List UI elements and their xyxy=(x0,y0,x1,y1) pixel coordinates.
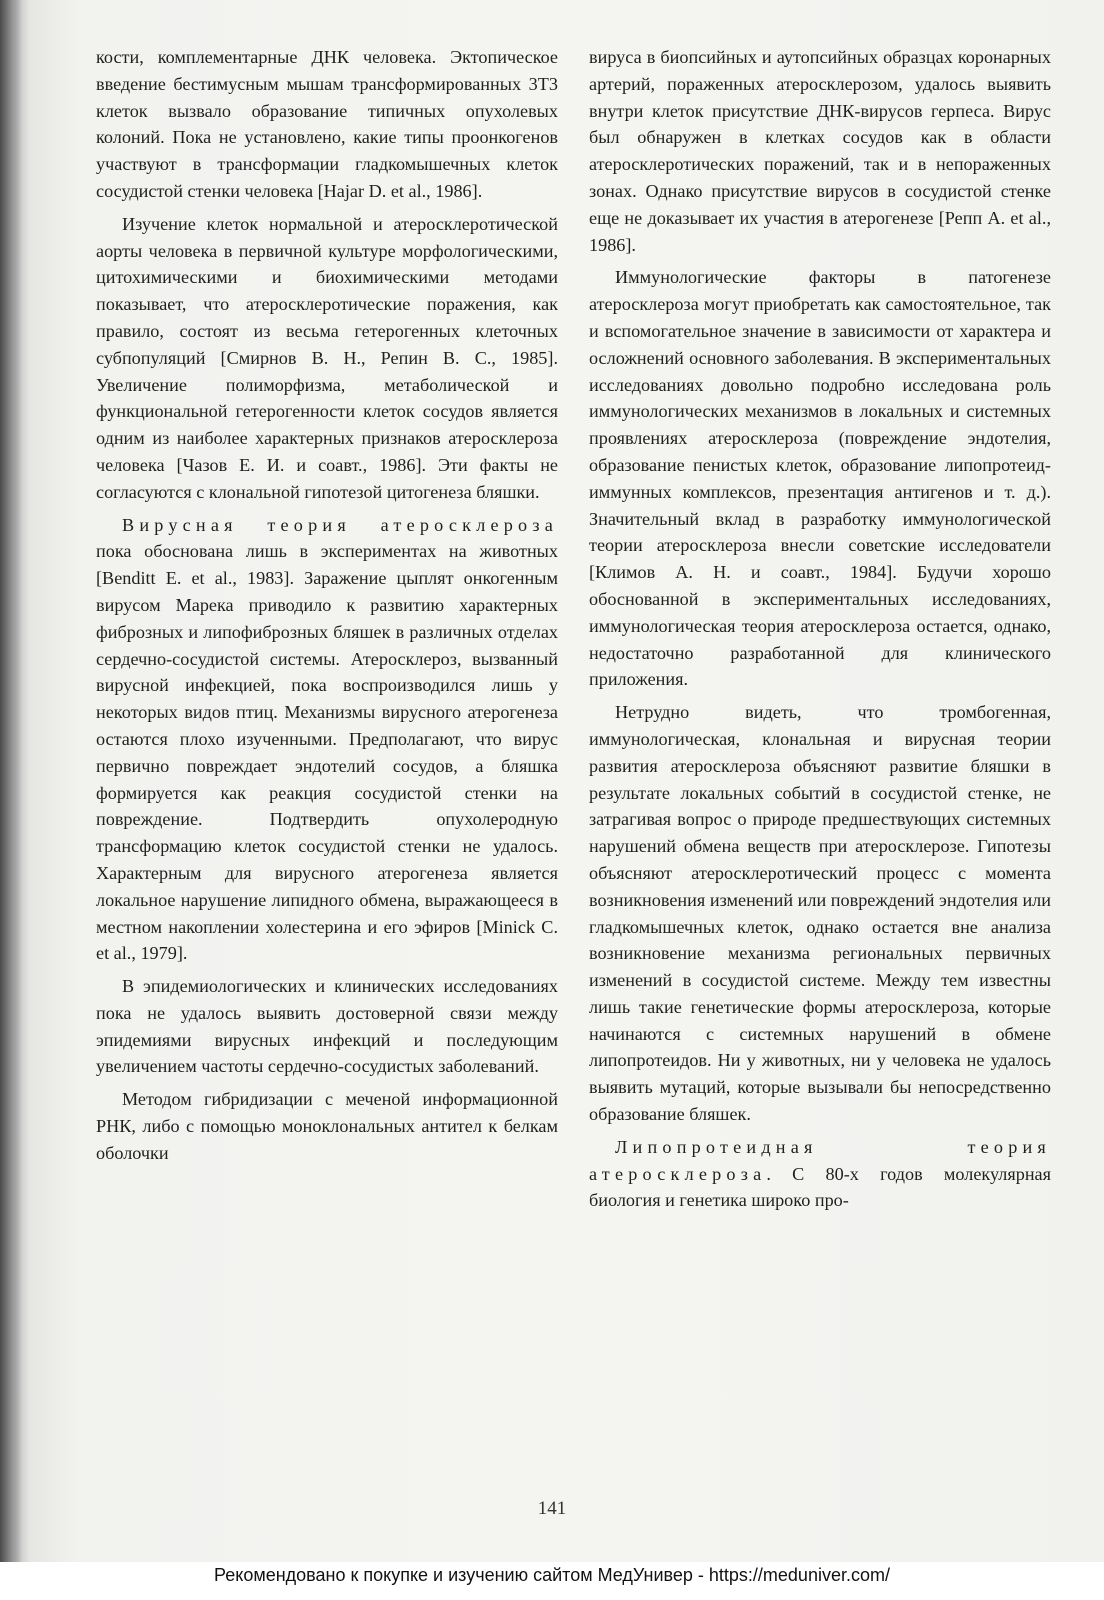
left-para-1: кости, комплементарные ДНК человека. Эктопическое введение бестимусным мышам трансформированных 3Т3 клеток вызвало образование типичных опухолевых колоний. Пока не установлено, какие типы проонкогенов участвуют в трансформации гладкомышечных клеток сосудистой стенки человека [Hajar D. et al., 1986]. xyxy=(96,47,558,201)
right-para-3: Нетрудно видеть, что тромбогенная, иммунологическая, клональная и вирусная теории развития атеросклероза объясняют развитие бляшки в результате локальных событий в сосудистой стенке, не затрагивая вопрос о природе предшествующих системных нарушений обмена веществ при атеросклерозе. Гипотезы объясняют атеросклеротический процесс с момента возникновения изменений или повреждений эндотелия или гладкомышечных клеток, однако остается вне анализа возникновение механизма региональных первичных изменений в сосудистой системе. Между тем известны лишь такие генетические формы атеросклероза, которые начинаются с системных нарушений в обмене липопротеидов. Ни у животных, ни у человека не удалось выявить мутаций, которые вызывали бы непосредственно образование бляшек. xyxy=(589,702,1051,1125)
left-para-3 xyxy=(96,512,558,968)
right-para-4 xyxy=(589,1134,1051,1214)
right-column xyxy=(589,44,1051,1214)
right-para-2: Иммунологические факторы в патогенезе атеросклероза могут приобретать как самостоятельное, так и вспомогательное значение в зависимости от характера и осложнений основного заболевания. В экспериментальных исследованиях довольно подробно исследована роль иммунологических механизмов в локальных и системных проявлениях атеросклероза (повреждение эндотелия, образование пенистых клеток, образование липопротеид-иммунных комплексов, презентация антигенов и т. д.). Значительный вклад в разработку иммунологической теории атеросклероза внесли советские исследователи [Климов А. Н. и соавт., 1984]. Будучи хорошо обоснованной в экспериментальных исследованиях, иммунологическая теория атеросклероза остается, однако, недостаточно разработанной для клинического приложения. xyxy=(589,267,1051,690)
left-para-2: Изучение клеток нормальной и атеросклеротической аорты человека в первичной культуре морфологическими, цитохимическими и биохимическими методами показывает, что атеросклеротические поражения, как правило, состоят из весьма гетерогенных клеточных субпопуляций [Смирнов В. Н., Репин В. С., 1985]. Увеличение полиморфизма, метаболической и функциональной гетерогенности клеток сосудов является одним из наиболее характерных признаков атеросклероза человека [Чазов Е. И. и соавт., 1986]. Эти факты не согласуются с клональной гипотезой цитогенеза бляшки. xyxy=(96,213,558,502)
section-lead-viral-theory: Вирусная теория атеросклероза xyxy=(122,514,558,535)
left-para-3-body: пока обоснована лишь в экспериментах на животных [Benditt E. et al., 1983]. Заражение цыплят онкогенным вирусом Марека приводило к развитию характерных фиброзных и липофиброзных бляшек в различных отделах сердечно-сосудистой системы. Атеросклероз, вызванный вирусной инфекцией, пока воспроизводился лишь у некоторых видов птиц. Механизмы вирусного атерогенеза остаются плохо изученными. Предполагают, что вирус первично повреждает эндотелий сосудов, а бляшка формируется как реакция сосудистой стенки на повреждение. Подтвердить опухолеродную трансформацию клеток сосудистой стенки не удалось. Характерным для вирусного атерогенеза является локальное нарушение липидного обмена, выражающееся в местном накоплении холестерина и его эфиров [Minick C. et al., 1979]. xyxy=(96,541,558,964)
right-para-1: вируса в биопсийных и аутопсийных образцах коронарных артерий, пораженных атеросклерозом, удалось выявить внутри клеток присутствие ДНК-вирусов герпеса. Вирус был обнаружен в клетках сосудов как в области атеросклеротических поражений, так и в непораженных зонах. Однако присутствие вирусов в сосудистой стенке еще не доказывает их участия в атерогенезе [Репп А. et al., 1986]. xyxy=(589,47,1051,255)
left-column xyxy=(96,44,558,1167)
right-para-4-body: . С 80-х годов молекулярная биология и генетика широко про- xyxy=(589,1163,1051,1211)
footer-recommendation: Рекомендовано к покупке и изучению сайтом МедУнивер - https://meduniver.com/ xyxy=(0,1562,1104,1600)
left-para-5: Методом гибридизации с меченой информационной РНК, либо с помощью моноклональных антител к белкам оболочки xyxy=(96,1089,558,1163)
page-number: 141 xyxy=(537,1498,567,1519)
section-lead-lipoprotein-theory: Липопротеидная теория атеросклероза xyxy=(589,1136,1051,1184)
binding-shadow xyxy=(0,0,22,1600)
left-para-4: В эпидемиологических и клинических исследованиях пока не удалось выявить достоверной связи между эпидемиями вирусных инфекций и последующим увеличением частоты сердечно-сосудистых заболеваний. xyxy=(96,976,558,1077)
